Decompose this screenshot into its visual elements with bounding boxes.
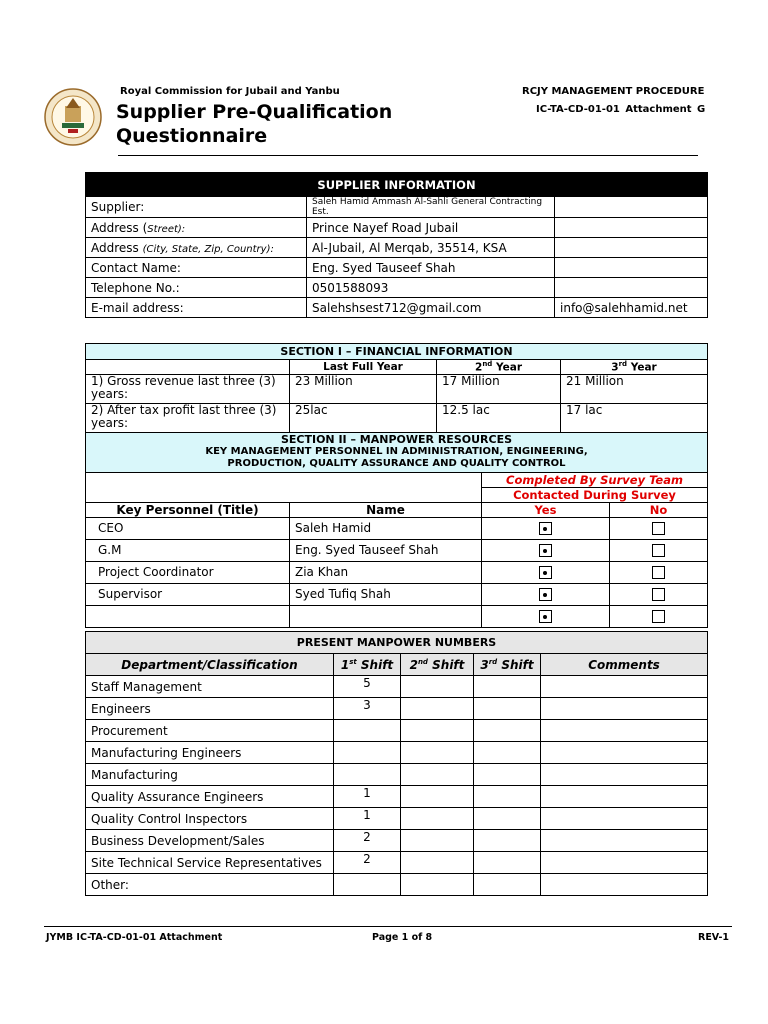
no-cell <box>610 605 708 627</box>
shift-2-value[interactable] <box>401 742 474 764</box>
col-department: Department/Classification <box>86 654 334 676</box>
table-row <box>86 852 708 874</box>
shift-1-value[interactable] <box>334 874 401 896</box>
supplier-label: Supplier: <box>86 197 307 218</box>
shift-2-value[interactable] <box>401 852 474 874</box>
no-checkbox[interactable] <box>652 544 665 557</box>
col-last-full-year: Last Full Year <box>290 360 437 375</box>
personnel-name[interactable] <box>290 605 482 627</box>
shift-1-value[interactable] <box>334 764 401 786</box>
shift-2-value[interactable] <box>401 874 474 896</box>
page-title: Supplier Pre-Qualification Questionnaire <box>116 101 393 147</box>
table-row <box>86 808 708 830</box>
shift-3-value[interactable] <box>474 676 541 698</box>
contact-extra[interactable] <box>555 258 708 278</box>
dept-label: Manufacturing <box>86 764 334 786</box>
shift-1-value[interactable] <box>334 742 401 764</box>
survey-note-contacted: Contacted During Survey <box>482 487 708 502</box>
table-row <box>86 698 708 720</box>
contact-label: Contact Name: <box>86 258 307 278</box>
phone-value[interactable]: 0501588093 <box>307 278 555 298</box>
personnel-title: CEO <box>86 517 290 539</box>
financial-heading: SECTION I – FINANCIAL INFORMATION <box>86 344 708 360</box>
dept-label: Engineers <box>86 698 334 720</box>
after-tax-profit-label: 2) After tax profit last three (3) years: <box>86 403 290 432</box>
comments-value[interactable] <box>541 852 708 874</box>
attachment-ref: IC-TA-CD-01-01 Attachment G <box>536 104 706 115</box>
yes-checkbox[interactable] <box>539 566 552 579</box>
shift-3-value[interactable] <box>474 852 541 874</box>
table-row <box>86 764 708 786</box>
supplier-extra[interactable] <box>555 197 708 218</box>
gross-revenue-2nd-year[interactable]: 17 Million <box>437 374 561 403</box>
procedure-label: RCJY MANAGEMENT PROCEDURE <box>522 86 705 97</box>
shift-1-value[interactable]: 1 <box>334 808 401 830</box>
comments-value[interactable] <box>541 830 708 852</box>
shift-1-value[interactable]: 5 <box>334 676 401 698</box>
table-row <box>86 874 708 896</box>
shift-1-value[interactable] <box>334 720 401 742</box>
personnel-name[interactable]: Saleh Hamid <box>290 517 482 539</box>
table-row <box>86 720 708 742</box>
shift-2-value[interactable] <box>401 764 474 786</box>
comments-value[interactable] <box>541 676 708 698</box>
shift-2-value[interactable] <box>401 698 474 720</box>
shift-2-value[interactable] <box>401 786 474 808</box>
no-cell <box>610 583 708 605</box>
city-label: Address (City, State, Zip, Country): <box>86 238 307 258</box>
footer-divider <box>44 926 732 927</box>
yes-checkbox[interactable] <box>539 610 552 623</box>
gross-revenue-3rd-year[interactable]: 21 Million <box>561 374 708 403</box>
rcjy-logo <box>44 88 102 146</box>
personnel-title: Supervisor <box>86 583 290 605</box>
gross-revenue-last-year[interactable]: 23 Million <box>290 374 437 403</box>
shift-1-value[interactable]: 1 <box>334 786 401 808</box>
contact-value[interactable]: Eng. Syed Tauseef Shah <box>307 258 555 278</box>
manpower-numbers-table <box>85 631 708 896</box>
financial-blank-header <box>86 360 290 375</box>
comments-value[interactable] <box>541 874 708 896</box>
col-no: No <box>610 502 708 517</box>
personnel-name[interactable]: Eng. Syed Tauseef Shah <box>290 539 482 561</box>
shift-2-value[interactable] <box>401 808 474 830</box>
email-value-2[interactable]: info@salehhamid.net <box>555 298 708 318</box>
personnel-name[interactable]: Syed Tufiq Shah <box>290 583 482 605</box>
yes-cell <box>482 539 610 561</box>
footer-doc-ref: JYMB IC-TA-CD-01-01 Attachment <box>46 932 223 943</box>
no-checkbox[interactable] <box>652 566 665 579</box>
shift-1-value[interactable]: 3 <box>334 698 401 720</box>
shift-3-value[interactable] <box>474 742 541 764</box>
shift-3-value[interactable] <box>474 764 541 786</box>
col-1st-shift: 1st Shift <box>334 654 401 676</box>
col-2nd-year: 2nd Year <box>437 360 561 375</box>
yes-checkbox[interactable] <box>539 522 552 535</box>
gross-revenue-label: 1) Gross revenue last three (3) years: <box>86 374 290 403</box>
personnel-title: G.M <box>86 539 290 561</box>
col-3rd-year: 3rd Year <box>561 360 708 375</box>
yes-cell <box>482 605 610 627</box>
table-row <box>86 830 708 852</box>
table-row <box>86 742 708 764</box>
no-cell <box>610 517 708 539</box>
comments-value[interactable] <box>541 720 708 742</box>
dept-label: Quality Control Inspectors <box>86 808 334 830</box>
comments-value[interactable] <box>541 742 708 764</box>
yes-cell <box>482 517 610 539</box>
phone-label: Telephone No.: <box>86 278 307 298</box>
supplier-info-table <box>85 172 708 318</box>
table-row <box>86 676 708 698</box>
personnel-title: Project Coordinator <box>86 561 290 583</box>
manpower-numbers-heading: PRESENT MANPOWER NUMBERS <box>86 632 708 654</box>
footer-page-number: Page 1 of 8 <box>372 932 433 943</box>
dept-label: Manufacturing Engineers <box>86 742 334 764</box>
col-yes: Yes <box>482 502 610 517</box>
shift-2-value[interactable] <box>401 830 474 852</box>
footer-revision: REV-1 <box>698 932 730 943</box>
shift-3-value[interactable] <box>474 698 541 720</box>
yes-checkbox[interactable] <box>539 588 552 601</box>
dept-label: Procurement <box>86 720 334 742</box>
yes-cell <box>482 583 610 605</box>
no-checkbox[interactable] <box>652 610 665 623</box>
survey-note-completed: Completed By Survey Team <box>482 472 708 487</box>
after-tax-profit-last-year[interactable]: 25lac <box>290 403 437 432</box>
col-comments: Comments <box>541 654 708 676</box>
email-label: E-mail address: <box>86 298 307 318</box>
street-label: Address (Street): <box>86 218 307 238</box>
financial-manpower-table <box>85 343 708 628</box>
manpower-heading-cell <box>86 432 708 472</box>
manpower-heading: SECTION II – MANPOWER RESOURCES <box>280 433 513 446</box>
shift-3-value[interactable] <box>474 786 541 808</box>
shift-3-value[interactable] <box>474 830 541 852</box>
city-value[interactable]: Al-Jubail, Al Merqab, 35514, KSA <box>307 238 555 258</box>
supplier-info-heading: SUPPLIER INFORMATION <box>86 173 708 197</box>
shift-3-value[interactable] <box>474 808 541 830</box>
dept-label: Staff Management <box>86 676 334 698</box>
organization-name: Royal Commission for Jubail and Yanbu <box>120 86 340 97</box>
personnel-name[interactable]: Zia Khan <box>290 561 482 583</box>
after-tax-profit-2nd-year[interactable]: 12.5 lac <box>437 403 561 432</box>
no-checkbox[interactable] <box>652 522 665 535</box>
survey-blank <box>86 472 482 502</box>
col-2nd-shift: 2nd Shift <box>401 654 474 676</box>
col-key-personnel: Key Personnel (Title) <box>86 502 290 517</box>
col-3rd-shift: 3rd Shift <box>474 654 541 676</box>
dept-label: Quality Assurance Engineers <box>86 786 334 808</box>
shift-1-value[interactable]: 2 <box>334 852 401 874</box>
yes-checkbox[interactable] <box>539 544 552 557</box>
dept-label: Site Technical Service Representatives <box>86 852 334 874</box>
no-cell <box>610 539 708 561</box>
comments-value[interactable] <box>541 808 708 830</box>
comments-value[interactable] <box>541 764 708 786</box>
shift-2-value[interactable] <box>401 676 474 698</box>
shift-1-value[interactable]: 2 <box>334 830 401 852</box>
yes-cell <box>482 561 610 583</box>
comments-value[interactable] <box>541 786 708 808</box>
table-row <box>86 786 708 808</box>
supplier-value[interactable]: Saleh Hamid Ammash Al-Sahli General Contracting Est. <box>307 197 555 218</box>
phone-extra[interactable] <box>555 278 708 298</box>
personnel-title[interactable] <box>86 605 290 627</box>
manpower-subheading-1: KEY MANAGEMENT PERSONNEL IN ADMINISTRATION, ENGINEERING, <box>205 446 588 457</box>
city-extra[interactable] <box>555 238 708 258</box>
header-divider <box>118 155 698 156</box>
no-checkbox[interactable] <box>652 588 665 601</box>
street-extra[interactable] <box>555 218 708 238</box>
no-cell <box>610 561 708 583</box>
shift-2-value[interactable] <box>401 720 474 742</box>
dept-label: Other: <box>86 874 334 896</box>
dept-label: Business Development/Sales <box>86 830 334 852</box>
shift-3-value[interactable] <box>474 874 541 896</box>
manpower-subheading-2: PRODUCTION, QUALITY ASSURANCE AND QUALITY CONTROL <box>227 458 566 469</box>
after-tax-profit-3rd-year[interactable]: 17 lac <box>561 403 708 432</box>
street-value[interactable]: Prince Nayef Road Jubail <box>307 218 555 238</box>
col-name: Name <box>290 502 482 517</box>
email-value[interactable]: Salehshsest712@gmail.com <box>307 298 555 318</box>
comments-value[interactable] <box>541 698 708 720</box>
shift-3-value[interactable] <box>474 720 541 742</box>
